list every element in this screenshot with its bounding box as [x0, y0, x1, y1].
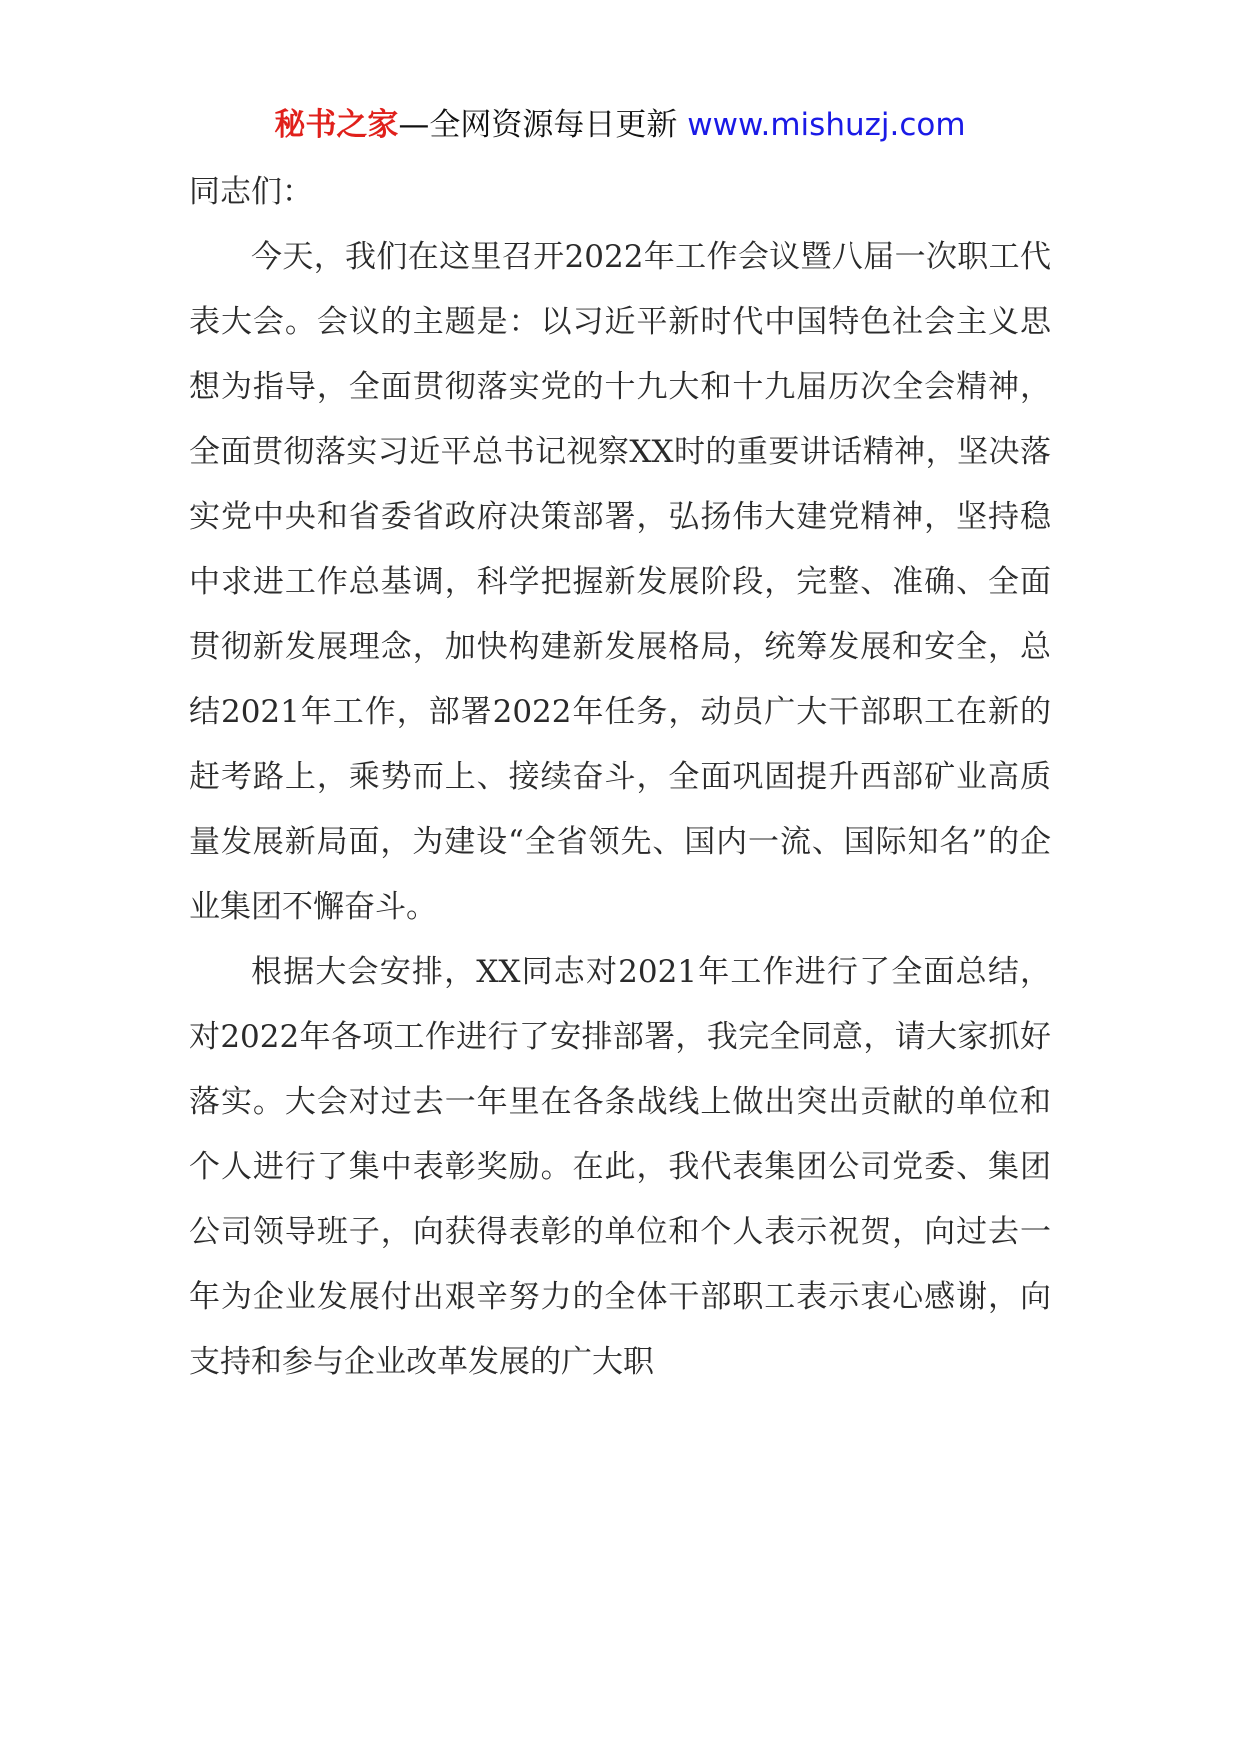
paragraph-2: 根据大会安排，XX同志对2021年工作进行了全面总结，对2022年各项工作进行了安排部署，我完全同意，请大家抓好落实。大会对过去一年里在各条战线上做出突出贡献的单位和个人进行了集中表彰奖励。在此，我代表集团公司党委、集团公司领导班子，向获得表彰的单位和个人表示祝贺，向过去一年为企业发展付出艰辛努力的全体干部职工表示衷心感谢，向支持和参与企业改革发展的广大职: [189, 954, 1051, 1380]
site-url-link[interactable]: www.mishuzj.com: [687, 107, 966, 143]
watermark-header: [0, 100, 1240, 150]
header-tagline: —全网资源每日更新: [398, 107, 678, 143]
document-body: [189, 160, 1051, 1395]
brand-name: 秘书之家: [274, 107, 399, 143]
paragraph-1: 今天，我们在这里召开2022年工作会议暨八届一次职工代表大会。会议的主题是：以习近平新时代中国特色社会主义思想为指导，全面贯彻落实党的十九大和十九届历次全会精神，全面贯彻落实习近平总书记视察XX时的重要讲话精神，坚决落实党中央和省委省政府决策部署，弘扬伟大建党精神，坚持稳中求进工作总基调，科学把握新发展阶段，完整、准确、全面贯彻新发展理念，加快构建新发展格局，统筹发展和安全，总结2021年工作，部署2022年任务，动员广大干部职工在新的赶考路上，乘势而上、接续奋斗，全面巩固提升西部矿业高质量发展新局面，为建设“全省领先、国内一流、国际知名”的企业集团不懈奋斗。: [189, 239, 1051, 925]
salutation: 同志们：: [189, 174, 313, 210]
